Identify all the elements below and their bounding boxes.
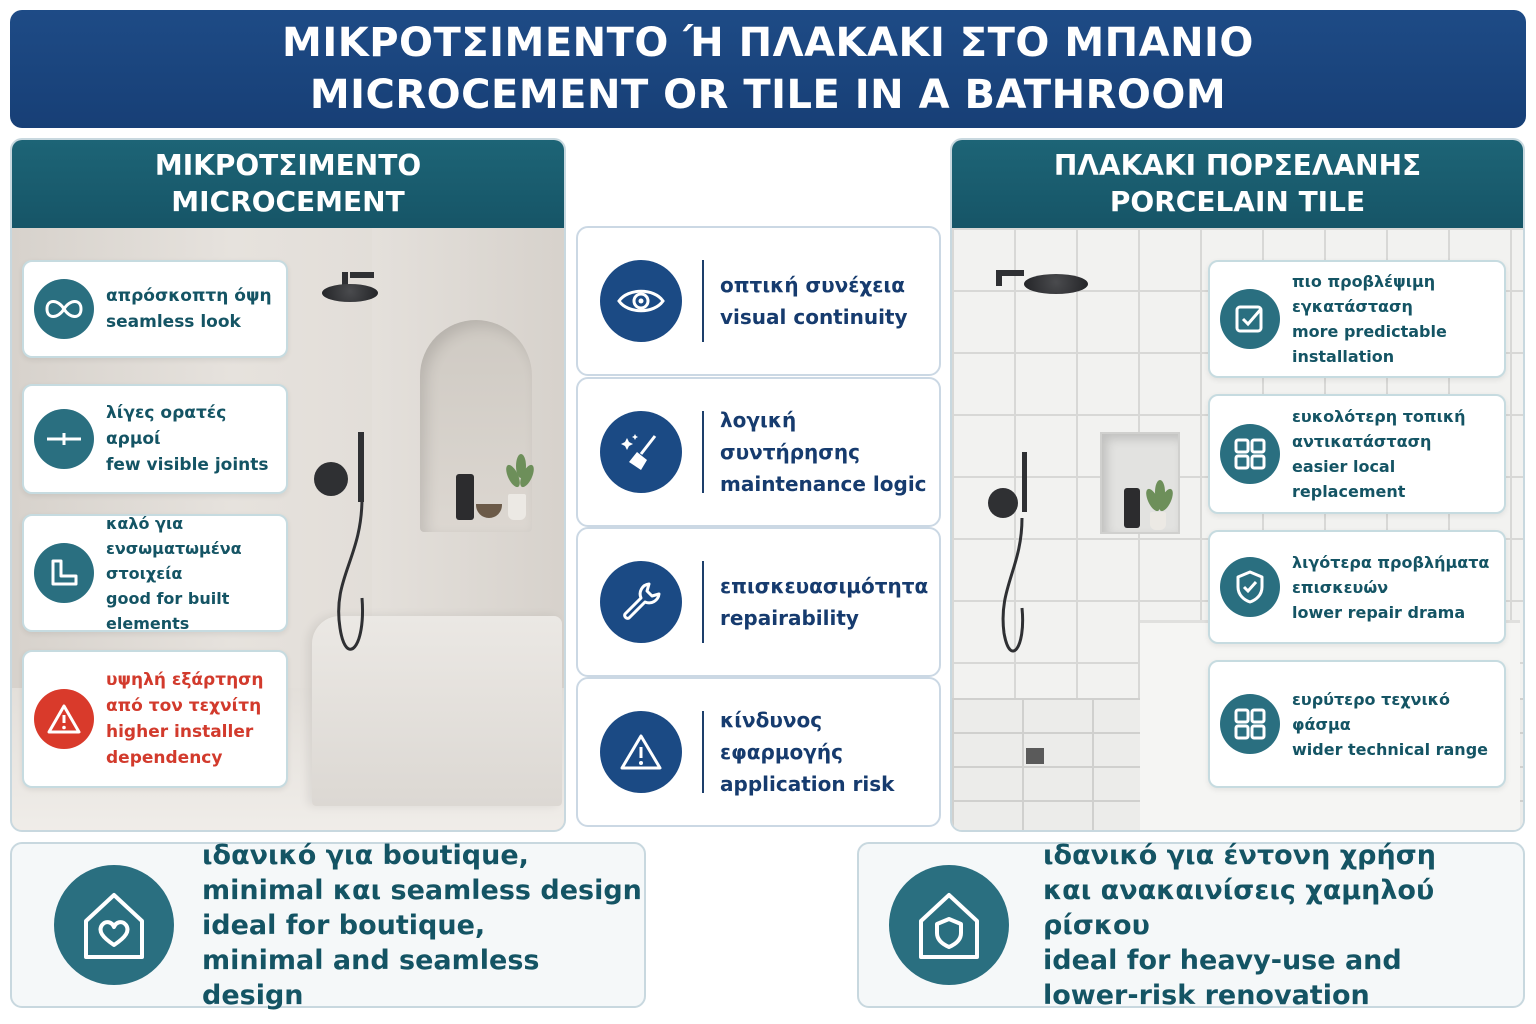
feature-label-english: good for built elements: [106, 588, 230, 633]
feature-card-seamless-look: [22, 260, 288, 358]
checkbox-icon: [1220, 289, 1280, 349]
shield-check-icon: [1220, 557, 1280, 617]
feature-card-built-elements: [22, 514, 288, 632]
criterion-maintenance-logic: [576, 377, 941, 527]
criterion-label-english: maintenance logic: [720, 472, 927, 496]
criterion-visual-continuity: [576, 226, 941, 376]
feature-card-local-replacement: [1208, 394, 1506, 514]
feature-card-few-joints: [22, 384, 288, 494]
feature-label-english: easier local replacement: [1292, 457, 1406, 501]
feature-label-greek: λίγες ορατές αρμοί: [106, 403, 227, 449]
criterion-label-greek: κίνδυνος εφαρμογής: [720, 708, 844, 764]
microcement-ideal-use-card: [10, 839, 646, 1011]
broom-sparkle-icon: [600, 411, 682, 493]
title-banner: [10, 10, 1526, 128]
summary-line: ιδανικό για έντονη χρήση: [1043, 839, 1436, 871]
feature-label-greek: υψηλή εξάρτηση από τον τεχνίτη: [106, 670, 264, 716]
summary-line: ideal for boutique,: [202, 909, 486, 941]
house-shield-icon: [889, 865, 1009, 985]
tiled-niche: [1100, 432, 1180, 534]
criterion-label-greek: επισκευασιμότητα: [720, 574, 929, 598]
criterion-label-english: application risk: [720, 772, 895, 796]
infinity-icon: [34, 279, 94, 339]
feature-card-lower-repair-drama: [1208, 530, 1506, 644]
feature-card-installer-dependency: [22, 650, 288, 788]
summary-line: lower-risk renovation: [1043, 979, 1370, 1011]
divider: [702, 711, 704, 793]
porcelain-tile-header: [952, 140, 1523, 228]
summary-line: minimal και seamless design: [202, 874, 642, 906]
feature-label-english: more predictable installation: [1292, 322, 1447, 366]
criterion-label-english: visual continuity: [720, 305, 908, 329]
divider: [702, 411, 704, 493]
rain-showerhead: [1024, 274, 1088, 294]
porcelain-title-english: PORCELAIN TILE: [1109, 185, 1366, 218]
title-greek: ΜΙΚΡΟΤΣΙΜΕΝΤΟ Ή ΠΛΑΚΑΚΙ ΣΤΟ ΜΠΑΝΙΟ: [282, 20, 1254, 66]
divider: [702, 260, 704, 342]
summary-line: ideal for heavy-use and: [1043, 944, 1402, 976]
summary-line: minimal and seamless design: [202, 944, 540, 1011]
wrench-icon: [600, 561, 682, 643]
joint-line-icon: [34, 409, 94, 469]
feature-label-english: wider technical range: [1292, 739, 1488, 759]
criterion-label-english: repairability: [720, 606, 859, 630]
feature-card-wider-technical-range: [1208, 660, 1506, 788]
feature-label-greek: ευρύτερο τεχνικό φάσμα: [1292, 689, 1451, 734]
criterion-label-greek: λογική συντήρησης: [720, 408, 860, 464]
microcement-title-english: MICROCEMENT: [171, 185, 405, 218]
title-english: MICROCEMENT OR TILE IN A BATHROOM: [309, 72, 1227, 118]
warning-icon: [34, 689, 94, 749]
porcelain-ideal-use-card: [857, 839, 1525, 1011]
criterion-label-greek: οπτική συνέχεια: [720, 273, 905, 297]
feature-card-predictable-installation: [1208, 260, 1506, 378]
feature-label-greek: καλό για ενσωματωμένα στοιχεία: [106, 513, 242, 583]
feature-label-greek: λιγότερα προβλήματα επισκευών: [1292, 552, 1490, 597]
feature-label-greek: ευκολότερη τοπική αντικατάσταση: [1292, 407, 1466, 451]
feature-label-greek: πιο προβλέψιμη εγκατάσταση: [1292, 272, 1436, 316]
summary-line: και ανακαινίσεις χαμηλού ρίσκου: [1043, 874, 1435, 941]
porcelain-title-greek: ΠΛΑΚΑΚΙ ΠΟΡΣΕΛΑΝΗΣ: [1053, 149, 1422, 182]
rain-showerhead: [322, 284, 378, 302]
criterion-repairability: [576, 527, 941, 677]
microcement-title-greek: ΜΙΚΡΟΤΣΙΜΕΝΤΟ: [154, 149, 422, 182]
feature-label-english: lower repair drama: [1292, 602, 1466, 622]
warning-icon: [600, 711, 682, 793]
house-heart-icon: [54, 865, 174, 985]
feature-label-english: higher installer dependency: [106, 722, 254, 768]
feature-label-english: few visible joints: [106, 455, 269, 475]
feature-label-greek: απρόσκοπτη όψη: [106, 286, 272, 306]
eye-icon: [600, 260, 682, 342]
microcement-header: [12, 140, 564, 228]
grid-icon: [1220, 424, 1280, 484]
feature-label-english: seamless look: [106, 312, 241, 332]
l-shape-icon: [34, 543, 94, 603]
summary-line: ιδανικό για boutique,: [202, 839, 529, 871]
criterion-application-risk: [576, 677, 941, 827]
grid-icon: [1220, 694, 1280, 754]
floor-drain: [1026, 748, 1044, 764]
divider: [702, 561, 704, 643]
